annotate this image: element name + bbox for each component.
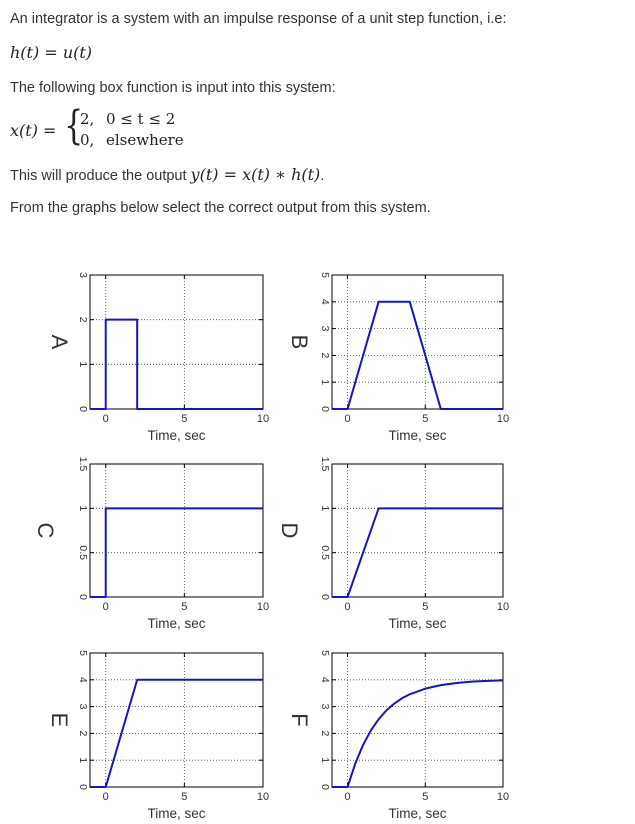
x-tick-label: 5: [422, 791, 429, 803]
series-line: [332, 302, 503, 409]
y-tick-label: 0: [77, 594, 89, 600]
x-tick-label: 5: [422, 413, 429, 425]
plot-letter-label: D: [277, 522, 302, 539]
y-tick-label: 1: [319, 505, 332, 512]
x-tick-label: 0: [344, 413, 351, 425]
plot-e: [47, 650, 269, 821]
cases-brace: {: [64, 103, 84, 149]
case1-condition: 0 ≤ t ≤ 2: [106, 110, 176, 128]
plot-letter-label: C: [33, 522, 58, 539]
plot-letter-label: E: [47, 712, 72, 728]
y-tick-label: 0: [77, 784, 89, 790]
output-period: .: [320, 168, 325, 184]
impulse-lhs: h(t): [10, 43, 40, 62]
x-axis-label: Time, sec: [147, 616, 206, 631]
x-tick-label: 5: [422, 601, 429, 613]
intro-text: An integrator is a system with an impulse response of a unit step function, i.e:: [10, 11, 507, 27]
x-tick-label: 10: [496, 413, 510, 425]
y-tick-label: 3: [77, 272, 89, 278]
y-tick-label: 1.5: [319, 456, 331, 472]
impulse-rhs: u(t): [62, 43, 93, 62]
plot-c: [33, 457, 269, 631]
x-axis-label: Time, sec: [388, 806, 447, 821]
output-text: This will produce the output: [10, 168, 187, 184]
y-tick-label: 3: [319, 325, 331, 332]
axes-box: [332, 653, 503, 787]
y-tick-label: 0.5: [319, 545, 331, 560]
question-text: From the graphs below select the correct output from this system.: [10, 200, 431, 216]
case2-condition: elsewhere: [106, 131, 184, 149]
plot-b: [287, 272, 509, 443]
y-tick-label: 2: [319, 352, 331, 359]
x-tick-label: 0: [102, 601, 109, 613]
x-axis-label: Time, sec: [388, 428, 447, 443]
y-tick-label: 4: [319, 298, 331, 305]
y-tick-label: 3: [319, 703, 331, 710]
y-tick-label: 5: [319, 650, 331, 656]
x-tick-label: 0: [102, 413, 109, 425]
y-tick-label: 5: [77, 650, 89, 656]
y-tick-label: 0.5: [77, 545, 89, 560]
plot-letter-label: B: [287, 334, 312, 350]
axes-box: [90, 275, 263, 409]
plot-f: [287, 650, 509, 821]
x-tick-label: 5: [181, 413, 188, 425]
x-axis-label: Time, sec: [388, 616, 447, 631]
axes-box: [332, 464, 503, 597]
y-tick-label: 2: [77, 316, 89, 323]
y-tick-label: 0: [77, 406, 89, 412]
x-tick-label: 10: [256, 791, 270, 803]
impulse-equals: =: [44, 43, 58, 62]
case1-value: 2,: [80, 110, 95, 128]
y-tick-label: 1: [77, 361, 89, 368]
plot-letter-label: F: [287, 713, 312, 727]
x-tick-label: 5: [181, 601, 188, 613]
y-tick-label: 2: [77, 730, 89, 737]
case2-value: 0,: [80, 131, 95, 149]
y-tick-label: 4: [77, 676, 89, 683]
y-tick-label: 1: [319, 757, 331, 764]
x-tick-label: 10: [496, 601, 510, 613]
x-tick-label: 0: [344, 791, 351, 803]
axes-box: [90, 653, 263, 787]
y-tick-label: 2: [319, 730, 331, 737]
y-tick-label: 1: [77, 505, 90, 512]
x-axis-label: Time, sec: [147, 428, 206, 443]
x-axis-label: Time, sec: [147, 806, 206, 821]
output-equation: y(t) = x(t) ∗ h(t): [190, 165, 321, 184]
x-tick-label: 0: [344, 601, 351, 613]
x-tick-label: 10: [496, 791, 510, 803]
y-tick-label: 0: [319, 594, 331, 600]
x-tick-label: 10: [256, 601, 270, 613]
x-tick-label: 5: [181, 791, 188, 803]
input-equation-lhs: x(t) =: [10, 121, 57, 140]
y-tick-label: 1: [319, 379, 331, 386]
x-tick-label: 10: [256, 413, 270, 425]
y-tick-label: 0: [319, 406, 331, 412]
y-tick-label: 4: [319, 676, 331, 683]
plot-d: [277, 457, 509, 631]
x-tick-label: 0: [102, 791, 109, 803]
series-line: [332, 508, 503, 597]
axes-box: [332, 275, 503, 409]
y-tick-label: 1: [77, 757, 89, 764]
y-tick-label: 5: [319, 272, 331, 278]
box-function-text: The following box function is input into this system:: [10, 80, 336, 96]
axes-box: [90, 464, 263, 597]
plot-a: [47, 272, 269, 443]
y-tick-label: 0: [319, 784, 331, 790]
series-line: [332, 680, 503, 787]
plot-letter-label: A: [47, 334, 72, 350]
y-tick-label: 3: [77, 703, 89, 710]
y-tick-label: 1.5: [77, 456, 89, 472]
